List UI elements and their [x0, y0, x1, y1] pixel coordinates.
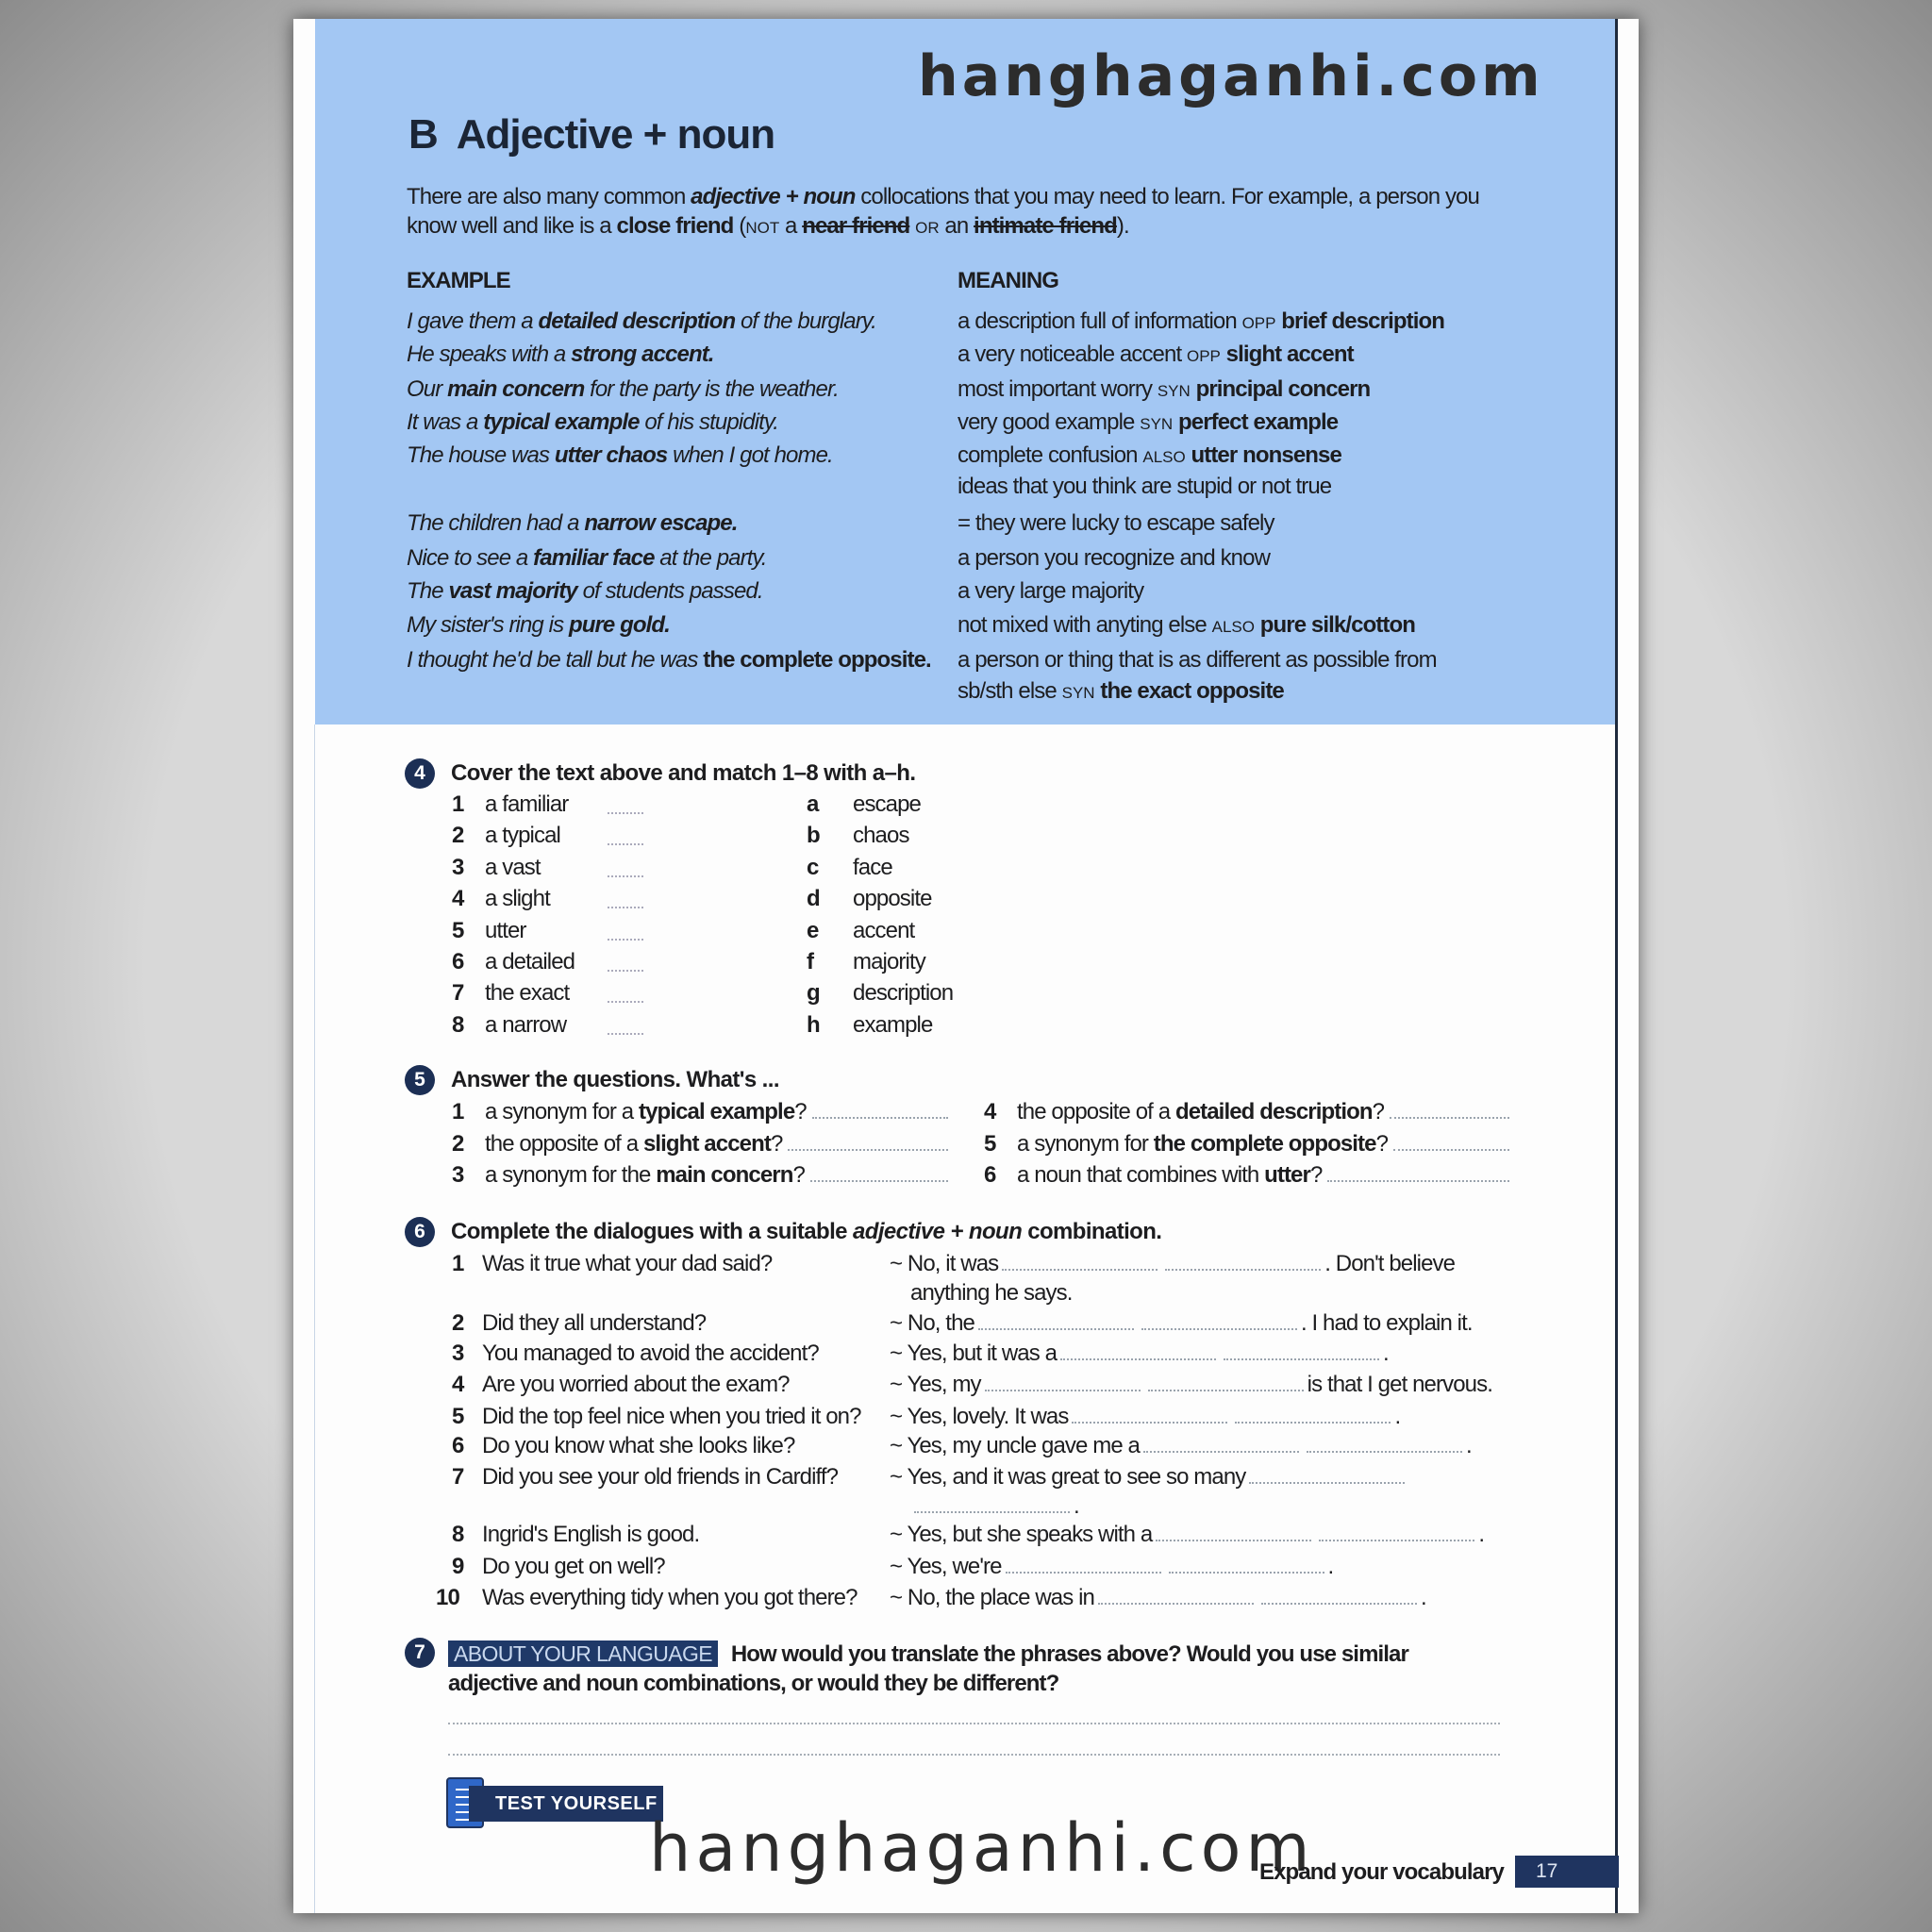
- dialogue-question: Did the top feel nice when you tried it on?: [482, 1404, 861, 1429]
- text-segment: detailed description: [1174, 1099, 1373, 1124]
- dialogue-question: Do you get on well?: [482, 1554, 665, 1579]
- question-text: [1017, 1161, 1322, 1190]
- answer-blank[interactable]: [608, 799, 643, 814]
- answer-blank[interactable]: [1143, 1434, 1299, 1453]
- dialogue-response: [910, 1492, 1079, 1521]
- answer-blank[interactable]: [1390, 1100, 1509, 1119]
- dialogue-number: 2: [452, 1310, 464, 1336]
- dialogue-number: 10: [436, 1585, 459, 1610]
- text-segment: utter nonsense: [1185, 442, 1341, 468]
- dialogue-number: 4: [452, 1372, 464, 1397]
- answer-blank[interactable]: [1060, 1341, 1216, 1360]
- exercise-5-instruction: Answer the questions. What's ...: [451, 1067, 779, 1092]
- example-sentence: [407, 308, 876, 336]
- question-text: [485, 1161, 805, 1190]
- meaning-line: [958, 308, 1444, 338]
- text-segment: ?: [1309, 1162, 1323, 1188]
- answer-blank[interactable]: [1006, 1555, 1161, 1574]
- text-segment: SYN: [1061, 684, 1095, 702]
- response-text: .: [1327, 1554, 1334, 1579]
- dialogue-number: 8: [452, 1522, 464, 1547]
- question-number: 6: [984, 1162, 996, 1188]
- answer-blank[interactable]: [608, 1020, 643, 1035]
- text-segment: Nice to see a: [407, 545, 534, 571]
- text-segment: There are also many common: [407, 184, 691, 209]
- answer-blank[interactable]: [1098, 1586, 1254, 1605]
- text-segment: The children had a: [407, 510, 585, 536]
- response-text: . I had to explain it.: [1300, 1310, 1473, 1336]
- answer-blank[interactable]: [1156, 1523, 1311, 1541]
- question-item: [452, 1130, 948, 1158]
- dialogue-response: [890, 1463, 1408, 1491]
- text-segment: pure silk/cotton: [1254, 612, 1416, 638]
- text-segment: pure gold.: [568, 612, 670, 638]
- text-segment: He speaks with a: [407, 341, 572, 367]
- question-item: [984, 1098, 1509, 1126]
- text-segment: perfect example: [1173, 409, 1339, 435]
- text-segment: a synonym for a: [485, 1099, 640, 1124]
- match-item-number: 5: [452, 917, 464, 943]
- dialogue-response: [890, 1250, 1455, 1278]
- text-segment: a person or thing that is as different as possible from: [958, 647, 1437, 673]
- text-segment: ?: [792, 1162, 805, 1188]
- example-sentence: [407, 408, 778, 437]
- question-text: [1017, 1098, 1384, 1126]
- text-segment: sb/sth else: [958, 678, 1062, 704]
- response-text: .: [1478, 1522, 1485, 1547]
- dialogue-number: 7: [452, 1464, 464, 1490]
- match-option-text: example: [853, 1011, 933, 1038]
- match-item-number: 3: [452, 854, 464, 880]
- dialogue-question: Ingrid's English is good.: [482, 1522, 700, 1547]
- response-text: ~ Yes, my: [890, 1372, 981, 1397]
- dialogue-question: You managed to avoid the accident?: [482, 1341, 819, 1366]
- example-sentence: [407, 341, 714, 369]
- example-sentence: [407, 544, 767, 573]
- text-segment: ideas that you think are stupid or not true: [958, 474, 1332, 499]
- answer-blank[interactable]: [1148, 1373, 1304, 1391]
- text-segment: OPP: [1187, 347, 1221, 365]
- section-title: [408, 111, 774, 158]
- text-segment: NOT: [745, 219, 780, 237]
- text-segment: familiar face: [533, 545, 655, 571]
- match-option-text: chaos: [853, 823, 909, 849]
- answer-blank[interactable]: [914, 1494, 1070, 1513]
- dialogue-number: 3: [452, 1341, 464, 1366]
- dialogue-response: [890, 1584, 1426, 1612]
- match-item-number: 6: [452, 949, 464, 974]
- match-item-number: 4: [452, 886, 464, 912]
- meaning-line: [958, 544, 1270, 573]
- text-segment: collocations that you may need to learn. For example, a person you: [855, 184, 1479, 209]
- meaning-line: [958, 677, 1284, 708]
- match-item-text: a vast: [485, 854, 541, 880]
- answer-blank[interactable]: [1165, 1252, 1321, 1271]
- dialogue-response: [890, 1403, 1400, 1431]
- question-item: [984, 1161, 1509, 1190]
- exercise-5-number: 5: [405, 1065, 435, 1095]
- match-option-letter: f: [807, 949, 814, 974]
- dialogue-question: Do you know what she looks like?: [482, 1433, 795, 1458]
- example-header: EXAMPLE: [407, 268, 510, 293]
- dialogue-question: Was everything tidy when you got there?: [482, 1585, 858, 1610]
- question-number: 3: [452, 1162, 464, 1188]
- dialogue-question: Did you see your old friends in Cardiff?: [482, 1464, 839, 1490]
- match-option-letter: h: [807, 1011, 820, 1038]
- intro-line: [407, 183, 1479, 211]
- test-yourself-button[interactable]: TEST YOURSELF: [469, 1786, 663, 1822]
- text-segment: the complete opposite.: [703, 647, 931, 673]
- meaning-line: [958, 341, 1354, 371]
- example-sentence: [407, 441, 833, 470]
- text-segment: a very noticeable accent: [958, 341, 1187, 367]
- meaning-line: [958, 646, 1437, 675]
- example-sentence: [407, 509, 738, 538]
- response-text: .: [1394, 1404, 1401, 1429]
- dialogue-response: [890, 1521, 1484, 1549]
- question-text: [485, 1130, 782, 1158]
- exercise-6-number: 6: [405, 1217, 435, 1247]
- exercise-7-instruction: [448, 1640, 1408, 1669]
- text-segment: of his stupidity.: [639, 409, 778, 435]
- match-item-text: a narrow: [485, 1011, 567, 1038]
- answer-blank[interactable]: [810, 1163, 948, 1182]
- response-text: . Don't believe: [1324, 1251, 1456, 1276]
- match-item-text: a familiar: [485, 791, 569, 817]
- match-option-letter: c: [807, 854, 819, 880]
- text-segment: SYN: [1157, 382, 1191, 400]
- dialogue-number: 9: [452, 1554, 464, 1579]
- text-segment: when I got home.: [667, 442, 833, 468]
- text-segment: the exact opposite: [1094, 678, 1284, 704]
- page-edge-line: [1615, 19, 1618, 1913]
- answer-blank[interactable]: [608, 925, 643, 941]
- text-segment: The house was: [407, 442, 555, 468]
- response-text: ~ Yes, my uncle gave me a: [890, 1433, 1141, 1458]
- text-segment: near friend: [802, 213, 910, 239]
- response-text: anything he says.: [910, 1280, 1073, 1306]
- dialogue-number: 1: [452, 1251, 464, 1276]
- answer-blank[interactable]: [1261, 1586, 1417, 1605]
- meaning-line: [958, 408, 1338, 439]
- text-segment: SYN: [1140, 415, 1174, 433]
- about-your-language-label: ABOUT YOUR LANGUAGE: [448, 1641, 718, 1667]
- text-segment: vast majority: [448, 578, 577, 604]
- text-segment: slight accent: [642, 1131, 771, 1157]
- text-segment: I gave them a: [407, 308, 539, 334]
- response-text: .: [1074, 1493, 1079, 1519]
- text-segment: slight accent: [1220, 341, 1354, 367]
- text-segment: = they were lucky to escape safely: [958, 510, 1274, 536]
- answer-line[interactable]: [448, 1723, 1500, 1724]
- text-segment: typical example: [483, 409, 640, 435]
- match-option-text: description: [853, 980, 954, 1007]
- text-segment: utter: [1264, 1162, 1310, 1188]
- text-segment: (: [733, 213, 746, 239]
- text-segment: strong accent.: [571, 341, 714, 367]
- text-segment: ALSO: [1211, 618, 1255, 636]
- question-number: 4: [984, 1099, 996, 1124]
- dialogue-question: Are you worried about the exam?: [482, 1372, 790, 1397]
- text-segment: ?: [1375, 1131, 1389, 1157]
- dialogue-number: 6: [452, 1433, 464, 1458]
- watermark-top: hanghaganhi.com: [918, 43, 1544, 109]
- section-letter: B: [408, 111, 438, 158]
- footer-title: Expand your vocabulary: [1259, 1859, 1504, 1885]
- text-segment: It was a: [407, 409, 484, 435]
- text-segment: ALSO: [1142, 448, 1186, 466]
- match-option-text: majority: [853, 949, 925, 974]
- text-segment: I thought he'd be tall but he was: [407, 647, 704, 673]
- text-segment: the opposite of a: [1017, 1099, 1175, 1124]
- text-segment: an: [939, 213, 974, 239]
- match-item-number: 8: [452, 1011, 464, 1038]
- exercise-7-number: 7: [405, 1638, 435, 1668]
- response-text: ~ No, the place was in: [890, 1585, 1095, 1610]
- match-item-text: a typical: [485, 823, 560, 849]
- text-segment: the opposite of a: [485, 1131, 643, 1157]
- dialogue-response: [890, 1309, 1473, 1338]
- text-segment: ?: [1372, 1099, 1385, 1124]
- meaning-line: [958, 611, 1415, 641]
- text-segment: very good example: [958, 409, 1141, 435]
- answer-blank[interactable]: [1169, 1555, 1324, 1574]
- text-segment: adjective + noun: [691, 184, 856, 209]
- match-item-text: utter: [485, 917, 526, 943]
- text-segment: OR: [915, 219, 940, 237]
- question-number: 5: [984, 1131, 996, 1157]
- exercise-7-text-line2: adjective and noun combinations, or would they be different?: [448, 1671, 1059, 1696]
- response-text: .: [1383, 1341, 1389, 1366]
- answer-blank[interactable]: [985, 1373, 1141, 1391]
- match-item-text: the exact: [485, 980, 570, 1007]
- question-item: [452, 1098, 948, 1126]
- answer-blank[interactable]: [1224, 1341, 1379, 1360]
- question-item: [452, 1161, 948, 1190]
- text-segment: principal concern: [1190, 376, 1371, 402]
- text-segment: intimate friend: [974, 213, 1117, 239]
- text-segment: typical example: [639, 1099, 795, 1124]
- example-sentence: [407, 577, 763, 606]
- question-text: [485, 1098, 807, 1126]
- text-segment: a synonym for the: [485, 1162, 657, 1188]
- answer-blank[interactable]: [1235, 1405, 1391, 1424]
- text-segment: The: [407, 578, 449, 604]
- match-option-letter: d: [807, 886, 820, 912]
- exercise-4-instruction: Cover the text above and match 1–8 with a–h.: [451, 760, 916, 786]
- watermark-bottom: hanghaganhi.com: [649, 1809, 1315, 1887]
- text-segment: combination.: [1022, 1219, 1162, 1244]
- text-segment: most important worry: [958, 376, 1158, 402]
- meaning-header: MEANING: [958, 268, 1059, 293]
- text-segment: My sister's ring is: [407, 612, 569, 638]
- dialogue-question: Was it true what your dad said?: [482, 1251, 773, 1276]
- dialogue-response: [890, 1371, 1492, 1399]
- meaning-line: [958, 577, 1143, 606]
- response-text: .: [1421, 1585, 1426, 1610]
- dialogue-response: [890, 1340, 1389, 1368]
- text-segment: of the burglary.: [735, 308, 876, 334]
- meaning-line: [958, 375, 1370, 406]
- meaning-line: [958, 509, 1274, 538]
- dialogue-question: Did they all understand?: [482, 1310, 707, 1336]
- text-segment: utter chaos: [554, 442, 668, 468]
- meaning-line: [958, 441, 1341, 472]
- answer-blank[interactable]: [1002, 1252, 1158, 1271]
- match-item-number: 7: [452, 980, 464, 1007]
- match-option-letter: b: [807, 823, 820, 849]
- text-segment: not mixed with anyting else: [958, 612, 1212, 638]
- answer-blank[interactable]: [1072, 1405, 1227, 1424]
- text-segment: brief description: [1275, 308, 1444, 334]
- response-text: ~ Yes, we're: [890, 1554, 1002, 1579]
- match-item-text: a detailed: [485, 949, 575, 974]
- exercise-4-number: 4: [405, 758, 435, 789]
- text-segment: close friend: [616, 213, 734, 239]
- answer-blank[interactable]: [788, 1132, 948, 1151]
- match-option-letter: g: [807, 980, 820, 1007]
- match-option-text: opposite: [853, 886, 932, 912]
- dialogue-response: [890, 1553, 1333, 1581]
- answer-blank[interactable]: [1249, 1465, 1405, 1484]
- text-segment: detailed description: [538, 308, 736, 334]
- answer-blank[interactable]: [608, 893, 643, 908]
- response-text: ~ No, the: [890, 1310, 974, 1336]
- text-segment: Complete the dialogues with a suitable: [451, 1219, 854, 1244]
- answer-line[interactable]: [448, 1754, 1500, 1756]
- text-segment: of students passed.: [576, 578, 763, 604]
- text-segment: Our: [407, 376, 448, 402]
- text-segment: ?: [794, 1099, 807, 1124]
- question-text: [1017, 1130, 1388, 1158]
- text-segment: adjective + noun: [853, 1219, 1023, 1244]
- text-segment: a very large majority: [958, 578, 1144, 604]
- text-segment: a noun that combines with: [1017, 1162, 1265, 1188]
- match-item-number: 1: [452, 791, 464, 817]
- meaning-line: [958, 473, 1331, 501]
- response-text: ~ Yes, but it was a: [890, 1341, 1058, 1366]
- match-option-text: accent: [853, 917, 915, 943]
- example-sentence: [407, 646, 931, 675]
- text-segment: OPP: [1241, 314, 1276, 332]
- text-segment: a: [779, 213, 803, 239]
- response-text: ~ Yes, and it was great to see so many: [890, 1464, 1246, 1490]
- answer-blank[interactable]: [812, 1100, 948, 1119]
- answer-blank[interactable]: [608, 830, 643, 845]
- text-segment: the complete opposite: [1153, 1131, 1376, 1157]
- answer-blank[interactable]: [1141, 1311, 1297, 1330]
- text-segment: a synonym for: [1017, 1131, 1154, 1157]
- example-sentence: [407, 611, 670, 640]
- answer-blank[interactable]: [1319, 1523, 1474, 1541]
- response-text: ~ Yes, but she speaks with a: [890, 1522, 1153, 1547]
- response-text: ~ Yes, lovely. It was: [890, 1404, 1069, 1429]
- intro-line: [407, 212, 1129, 242]
- page-margin-line: [314, 724, 315, 1913]
- dialogue-number: 5: [452, 1404, 464, 1429]
- answer-blank[interactable]: [608, 988, 643, 1003]
- text-segment: for the party is the weather.: [584, 376, 839, 402]
- text-segment: know well and like is a: [407, 213, 617, 239]
- answer-blank[interactable]: [608, 862, 643, 877]
- match-option-text: face: [853, 854, 892, 880]
- match-option-letter: e: [807, 917, 819, 943]
- section-title-text: Adjective + noun: [456, 111, 775, 158]
- question-item: [984, 1130, 1509, 1158]
- answer-blank[interactable]: [978, 1311, 1134, 1330]
- page-number: 17: [1515, 1856, 1619, 1888]
- answer-blank[interactable]: [1393, 1132, 1509, 1151]
- exercise-7-text-line1: How would you translate the phrases above? Would you use similar: [730, 1641, 1408, 1667]
- answer-blank[interactable]: [608, 957, 643, 972]
- text-segment: main concern: [656, 1162, 793, 1188]
- text-segment: ?: [770, 1131, 783, 1157]
- text-segment: a person you recognize and know: [958, 545, 1270, 571]
- text-segment: at the party.: [654, 545, 767, 571]
- example-sentence: [407, 375, 839, 404]
- dialogue-response: [890, 1432, 1472, 1460]
- answer-blank[interactable]: [1327, 1163, 1509, 1182]
- text-segment: main concern: [447, 376, 585, 402]
- match-item-text: a slight: [485, 886, 550, 912]
- question-number: 2: [452, 1131, 464, 1157]
- answer-blank[interactable]: [1307, 1434, 1462, 1453]
- text-segment: ).: [1116, 213, 1129, 239]
- text-segment: complete confusion: [958, 442, 1143, 468]
- response-text: .: [1466, 1433, 1472, 1458]
- exercise-6-instruction: [451, 1218, 1161, 1246]
- text-segment: a description full of information: [958, 308, 1242, 334]
- match-option-letter: a: [807, 791, 819, 817]
- text-segment: narrow escape.: [584, 510, 738, 536]
- response-text: ~ No, it was: [890, 1251, 999, 1276]
- match-option-text: escape: [853, 791, 921, 817]
- dialogue-response: [910, 1279, 1073, 1307]
- match-item-number: 2: [452, 823, 464, 849]
- response-text: is that I get nervous.: [1307, 1372, 1492, 1397]
- question-number: 1: [452, 1099, 464, 1124]
